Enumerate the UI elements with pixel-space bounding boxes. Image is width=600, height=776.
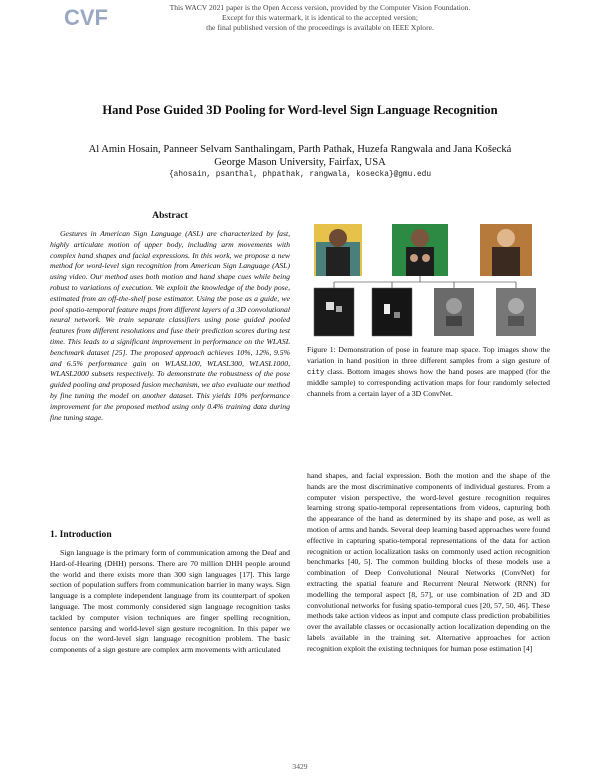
watermark-line-1: This WACV 2021 paper is the Open Access version, provided by the Computer Vision Foundation.	[169, 3, 471, 12]
sample-photo-1	[314, 224, 362, 276]
caption-text-end: class. Bottom images shows how the hand poses are mapped (for the middle sample) to corresponding activation maps for four randomly selected channels from a certain layer of a 3D ConvNet.	[307, 366, 550, 399]
page-number: 3429	[292, 762, 308, 771]
right-column-body: hand shapes, and facial expression. Both the motion and the shape of the hands are the most discriminative components of individual gestures. From a computer vision perspective, the word-level gesture recognition requires learning strong spatio-temporal representations from videos, capturing both the appearance of the hand as determined by its shape and pose, as well as motion of arms and hands. Several deep learning based approaches were found effective in capturing spatio-temporal representations of the data for action recognition or action localization tasks on commonly used action recognition benchmarks [40, 5]. The common building blocks of these models use a combination of Deep Convolutional Neural Networks (ConvNet) for extracting the spatial feature and Recurrent Neural Network (RNN) for modelling the temporal aspect [8, 57], or use combination of 2D and 3D convolutional networks for fusing spatio-temporal cues [20, 57, 50, 46]. These methods take action videos as input and compute class prediction probabilities over the available classes or occasionally action localization depending on the labels available in the training set. Alternative approaches for action recognition exploit the existing techniques for human pose estimation [4]	[307, 471, 550, 653]
figure-1-caption	[307, 345, 550, 400]
figure-1	[312, 222, 550, 340]
sample-photo-2	[392, 224, 448, 276]
author-block	[40, 143, 560, 169]
activation-map-4	[496, 288, 536, 336]
cvf-logo	[62, 4, 112, 30]
author-affiliation: George Mason University, Fairfax, USA	[214, 157, 386, 168]
author-emails: {ahosain, psanthal, phpathak, rangwala, kosecka}@gmu.edu	[168, 171, 432, 179]
activation-map-3	[434, 288, 474, 336]
caption-text-start: Figure 1: Demonstration of pose in feature map space. Top images show the variation in hand position in three different samples from a sign gesture of	[307, 345, 550, 365]
watermark-line-2: Except for this watermark, it is identical to the accepted version;	[222, 13, 418, 22]
cvf-logo-text: CVF	[64, 5, 108, 30]
watermark-line-3: the final published version of the proceedings is available on IEEE Xplore.	[206, 23, 434, 32]
abstract-heading: Abstract	[152, 210, 188, 221]
introduction-text: Sign language is the primary form of communication among the Deaf and Hard-of-Hearing (DHH) persons. There are 70 million DHH people around the world and there exists more than 300 sign languages [17]. This large section of population suffers from communication barrier in many ways. Sign language is a complete independent language from its counterpart of spoken language. The most commonly considered sign language recognition tasks tackled by computer vision techniques are finger spelling recognition, sentence parsing and world-level sign gesture recognition. In this paper we focus on the word-level sign language recognition problem. The basic components of a sign gesture are complex arm movements with articulated	[50, 548, 290, 655]
open-access-watermark	[120, 3, 520, 33]
introduction-heading: 1. Introduction	[50, 529, 112, 540]
author-names: Al Amin Hosain, Panneer Selvam Santhalingam, Parth Pathak, Huzefa Rangwala and Jana Košecká	[88, 144, 512, 155]
sample-photo-3	[480, 224, 532, 276]
activation-map-1	[314, 288, 354, 336]
abstract-text: Gestures in American Sign Language (ASL) are characterized by fast, highly articulate motion of upper body, including arm movements with complex hand shapes and facial expressions. In this work, we propose a new method for word-level sign recognition from American Sign Language (ASL) using video. Our method uses both motion and hand shape cues while being robust to variations of execution. We exploit the knowledge of the body pose, estimated from an off-the-shelf pose estimator. Using the pose as a guide, we pool spatio-temporal feature maps from different layers of a 3D convolutional neural network. We train separate classifiers using pose guided pooled features from different resolutions and fuse their prediction scores during test time. This leads to a significant improvement in performance on the WLASL benchmark dataset [25]. The proposed approach achieves 10%, 12%, 9.5% and 6.5% performance gain on WLASL100, WLASL300, WLASL1000, WLASL2000 subsets respectively. To demonstrate the robustness of the pose guided pooling and proposed fusion mechanism, we also evaluate our method by fine tuning the model on another dataset. This yields 10% performance improvement for the proposed method using only 0.4% training data during fine tuning stage.	[50, 229, 290, 422]
activation-map-2	[372, 288, 412, 336]
caption-class-code: city	[307, 368, 325, 377]
paper-title: Hand Pose Guided 3D Pooling for Word-level Sign Language Recognition	[102, 103, 498, 117]
